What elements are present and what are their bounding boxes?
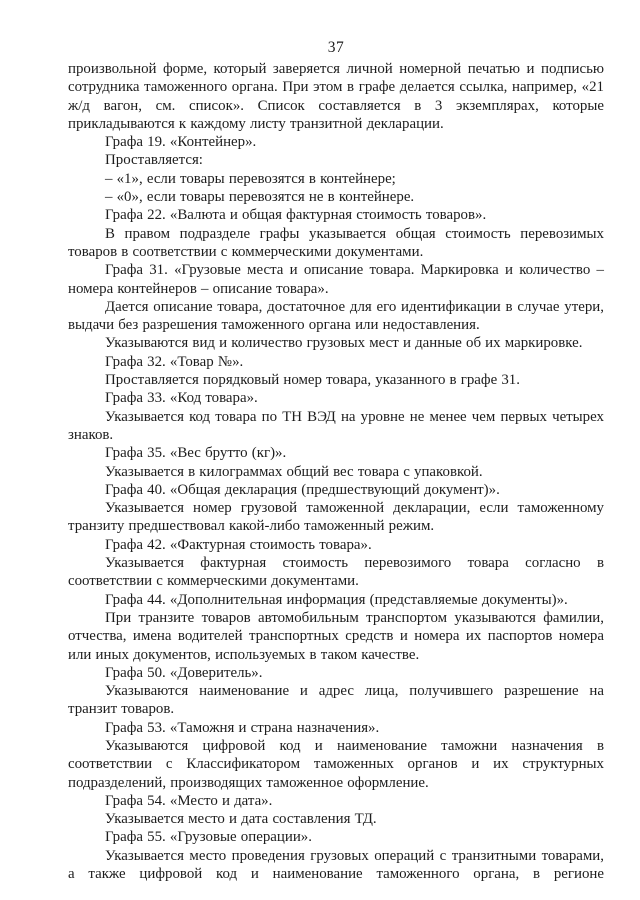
- paragraph: Графа 55. «Грузовые операции».: [105, 829, 312, 846]
- paragraph: Графа 35. «Вес брутто (кг)».: [105, 445, 287, 462]
- paragraph: Графа 44. «Дополнительная информация (представляемые документы)».: [105, 591, 568, 608]
- paragraph: Графа 42. «Фактурная стоимость товара».: [105, 536, 372, 553]
- paragraph: Проставляется:: [105, 152, 203, 169]
- paragraph: Указываются наименование и адрес лица, получившего разрешение на транзит товаров.: [68, 683, 604, 718]
- paragraph: Графа 19. «Контейнер».: [105, 134, 257, 151]
- paragraph: Дается описание товара, достаточное для его идентификации в случае утери, выдачи без разрешения таможенного органа или недоставления.: [68, 298, 604, 334]
- paragraph: Графа 53. «Таможня и страна назначения».: [105, 719, 380, 736]
- document-body: [68, 60, 604, 883]
- paragraph: Указывается фактурная стоимость перевозимого товара согласно в соответствии с коммерческими документами.: [68, 555, 604, 590]
- paragraph: – «0», если товары перевозятся не в контейнере.: [105, 189, 415, 206]
- paragraph: Графа 33. «Код товара».: [105, 390, 258, 407]
- paragraph: Графа 40. «Общая декларация (предшествующий документ)».: [105, 481, 500, 498]
- paragraph: Графа 50. «Доверитель».: [105, 664, 263, 681]
- paragraph: Графа 32. «Товар №».: [105, 353, 244, 370]
- paragraph: В правом подразделе графы указывается общая стоимость перевозимых товаров в соответствии с коммерческими документами.: [68, 225, 604, 260]
- paragraph: Указывается в килограммах общий вес товара с упаковкой.: [105, 463, 483, 480]
- page-number: 37: [327, 39, 345, 56]
- paragraph: Графа 54. «Место и дата».: [105, 792, 273, 809]
- paragraph: Указывается место проведения грузовых операций с транзитными товарами, а также цифровой код и наименование таможенного органа, в регионе: [68, 847, 604, 883]
- paragraph: Указывается код товара по ТН ВЭД на уровне не менее чем первых четырех знаков.: [68, 408, 604, 443]
- paragraph: Указывается номер грузовой таможенной декларации, если таможенному транзиту предшествовал какой-либо таможенный режим.: [68, 500, 604, 535]
- paragraph: Указывается место и дата составления ТД.: [105, 811, 377, 828]
- paragraph: Проставляется порядковый номер товара, указанного в графе 31.: [105, 372, 520, 389]
- paragraph: произвольной форме, который заверяется личной номерной печатью и подписью сотрудника таможенного органа. При этом в графе делается ссылка, например, «21 ж/д вагон, см. список». Список составляется в 3 экземплярах, которые прикладываются к каждому листу транзитной декларации.: [68, 61, 604, 132]
- paragraph: При транзите товаров автомобильным транспортом указываются фамилии, отчества, имена водителей транспортных средств и номера их паспортов номера или иных документов, используемых в таком качестве.: [68, 609, 604, 663]
- paragraph: Графа 31. «Грузовые места и описание товара. Маркировка и количество – номера контейнеров – описание товара».: [68, 262, 604, 297]
- paragraph: Указываются цифровой код и наименование таможни назначения в соответствии с Классификатором таможенных органов и их структурных подразделений, производящих таможенное оформление.: [68, 737, 604, 791]
- paragraph: Графа 22. «Валюта и общая фактурная стоимость товаров».: [105, 207, 487, 224]
- paragraph: Указываются вид и количество грузовых мест и данные об их маркировке.: [105, 335, 583, 352]
- paragraph: – «1», если товары перевозятся в контейнере;: [105, 170, 396, 187]
